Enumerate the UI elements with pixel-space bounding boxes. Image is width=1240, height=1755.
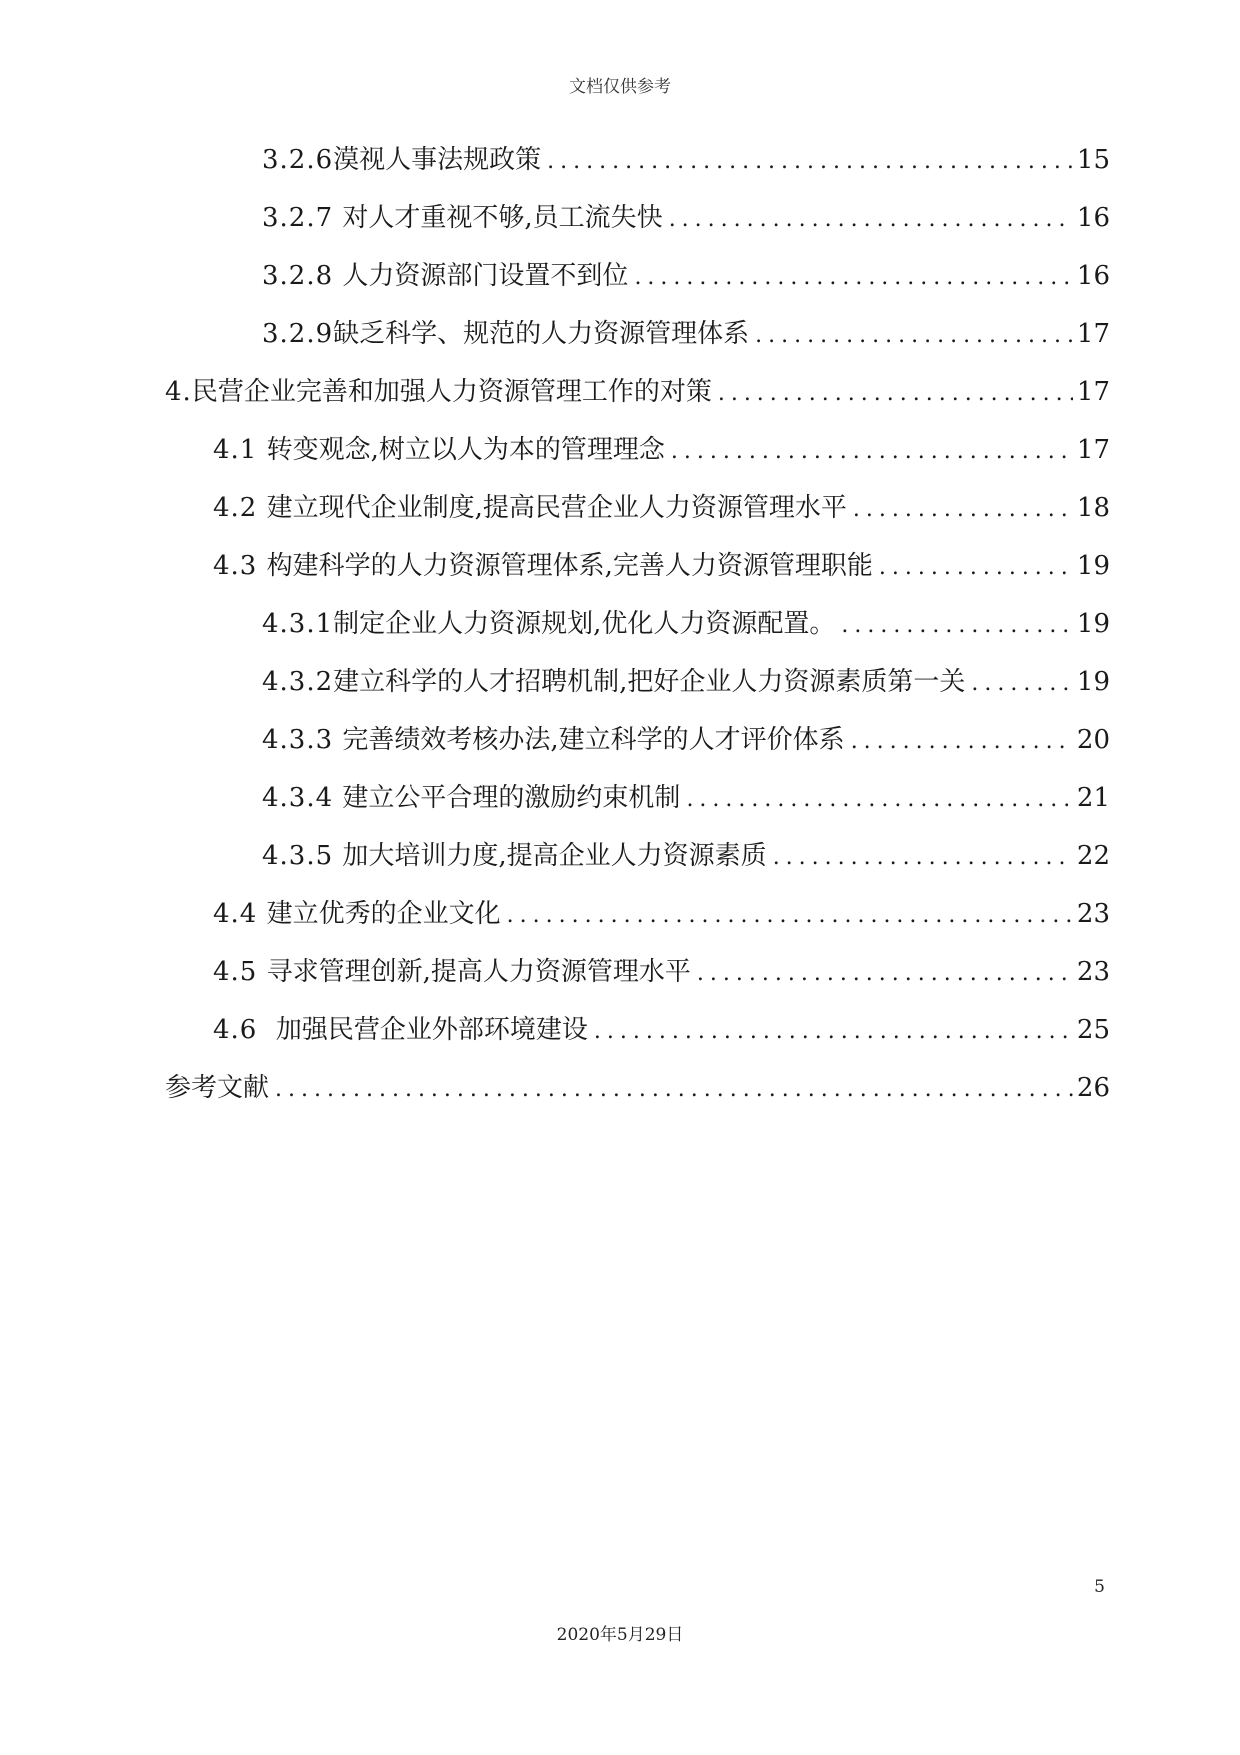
- toc-entry-page: 22: [1076, 841, 1110, 871]
- toc-entry-page: 16: [1076, 261, 1110, 291]
- toc-entry-title: 寻求管理创新,提高人力资源管理水平: [266, 957, 691, 987]
- toc-entry-page: 16: [1076, 203, 1110, 233]
- toc-entry-number: 4.2: [213, 493, 267, 523]
- toc-entry[interactable]: [165, 1068, 1110, 1108]
- toc-entry-title: 漠视人事法规政策: [333, 145, 542, 175]
- toc-entry-number: 4.3.2: [262, 667, 334, 697]
- toc-dot-leader: [879, 548, 1073, 588]
- toc-dot-leader: [275, 1070, 1073, 1110]
- toc-entry-number: 4.3.5: [262, 841, 343, 871]
- toc-entry-title: 建立公平合理的激励约束机制: [342, 783, 681, 813]
- toc-entry[interactable]: [262, 836, 1110, 876]
- toc-entry-title: 加大培训力度,提高企业人力资源素质: [342, 841, 767, 871]
- toc-entry[interactable]: [262, 140, 1110, 180]
- toc-dot-leader: [669, 200, 1073, 240]
- toc-entry-page: 26: [1076, 1073, 1110, 1103]
- toc-dot-leader: [971, 664, 1072, 704]
- toc-entry-title: 制定企业人力资源规划,优化人力资源配置。: [333, 609, 836, 639]
- toc-entry[interactable]: [213, 488, 1110, 528]
- toc-entry-number: 4.1: [213, 435, 267, 465]
- toc-entry[interactable]: [165, 372, 1110, 412]
- toc-entry-number: 4.3.3: [262, 725, 343, 755]
- toc-entry-page: 17: [1076, 319, 1110, 349]
- toc-entry[interactable]: [213, 546, 1110, 586]
- toc-entry-title: 构建科学的人力资源管理体系,完善人力资源管理职能: [266, 551, 873, 581]
- toc-entry-page: 17: [1076, 435, 1110, 465]
- toc-entry-page: 23: [1076, 899, 1110, 929]
- toc-entry[interactable]: [213, 894, 1110, 934]
- toc-entry-title: 建立优秀的企业文化: [266, 899, 501, 929]
- toc-entry-number: 4.5: [213, 957, 267, 987]
- toc-entry[interactable]: [262, 314, 1110, 354]
- toc-entry-number: 3.2.8: [262, 261, 343, 291]
- toc-entry-page: 25: [1076, 1015, 1110, 1045]
- toc-entry-title: 缺乏科学、规范的人力资源管理体系: [333, 319, 750, 349]
- toc-dot-leader: [507, 896, 1073, 936]
- toc-entry-number: 4.: [165, 377, 192, 407]
- toc-entry-title: 对人才重视不够,员工流失快: [342, 203, 663, 233]
- toc-entry-page: 23: [1076, 957, 1110, 987]
- toc-entry-title: 加强民营企业外部环境建设: [275, 1015, 588, 1045]
- toc-entry-title: 建立科学的人才招聘机制,把好企业人力资源素质第一关: [333, 667, 966, 697]
- toc-dot-leader: [671, 432, 1073, 472]
- toc-entry[interactable]: [262, 604, 1110, 644]
- toc-entry-number: 4.3: [213, 551, 267, 581]
- toc-dot-leader: [841, 606, 1072, 646]
- toc-dot-leader: [853, 490, 1073, 530]
- toc-entry-title: 完善绩效考核办法,建立科学的人才评价体系: [342, 725, 845, 755]
- toc-entry-page: 17: [1076, 377, 1110, 407]
- toc-entry-title: 转变观念,树立以人为本的管理理念: [266, 435, 665, 465]
- toc-entry-title: 参考文献: [165, 1073, 270, 1103]
- toc-entry-title: 建立现代企业制度,提高民营企业人力资源管理水平: [266, 493, 847, 523]
- toc-dot-leader: [773, 838, 1073, 878]
- toc-entry-page: 19: [1076, 667, 1110, 697]
- toc-dot-leader: [718, 374, 1073, 414]
- toc-entry[interactable]: [262, 198, 1110, 238]
- page-header: 文档仅供参考: [569, 77, 671, 97]
- toc-entry[interactable]: [262, 778, 1110, 818]
- toc-entry-number: 3.2.9: [262, 319, 334, 349]
- toc-entry-page: 20: [1076, 725, 1110, 755]
- toc-dot-leader: [697, 954, 1073, 994]
- toc-entry-number: 4.6: [213, 1015, 276, 1045]
- toc-entry-number: 3.2.7: [262, 203, 343, 233]
- toc-entry-title: 人力资源部门设置不到位: [342, 261, 629, 291]
- toc-entry-title: 民营企业完善和加强人力资源管理工作的对策: [191, 377, 712, 407]
- toc-entry[interactable]: [213, 952, 1110, 992]
- toc-entry[interactable]: [213, 1010, 1110, 1050]
- toc-dot-leader: [634, 258, 1072, 298]
- toc-entry-page: 15: [1076, 145, 1110, 175]
- page-footer-date: 2020年5月29日: [556, 1625, 684, 1645]
- toc-dot-leader: [594, 1012, 1073, 1052]
- toc-entry-number: 3.2.6: [262, 145, 334, 175]
- toc-entry-page: 19: [1076, 609, 1110, 639]
- toc-dot-leader: [686, 780, 1072, 820]
- toc-entry-page: 19: [1076, 551, 1110, 581]
- toc-entry[interactable]: [213, 430, 1110, 470]
- page-number: 5: [1094, 1577, 1105, 1597]
- toc-entry-page: 21: [1076, 783, 1110, 813]
- toc-entry[interactable]: [262, 662, 1110, 702]
- toc-dot-leader: [547, 142, 1073, 182]
- toc-entry-number: 4.3.4: [262, 783, 343, 813]
- toc-entry[interactable]: [262, 256, 1110, 296]
- toc-entry-page: 18: [1076, 493, 1110, 523]
- toc-entry-number: 4.3.1: [262, 609, 334, 639]
- toc-dot-leader: [851, 722, 1073, 762]
- toc-dot-leader: [755, 316, 1073, 356]
- toc-entry[interactable]: [262, 720, 1110, 760]
- toc-entry-number: 4.4: [213, 899, 267, 929]
